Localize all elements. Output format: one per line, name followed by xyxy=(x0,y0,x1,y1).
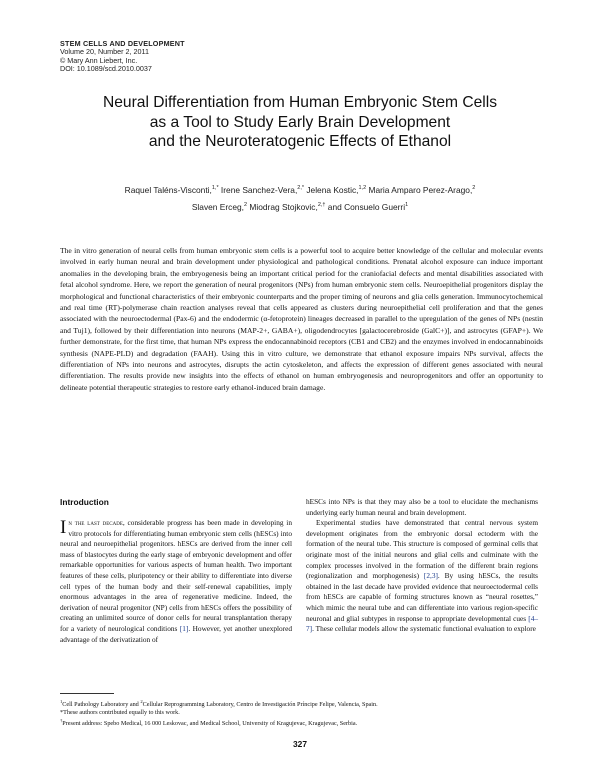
journal-copyright: © Mary Ann Liebert, Inc. xyxy=(60,55,138,65)
title-line: and the Neuroteratogenic Effects of Ethanol xyxy=(148,133,452,150)
citation-link[interactable]: [4–7] xyxy=(306,613,538,634)
journal-header xyxy=(60,40,185,74)
author-affiliation: 2 xyxy=(472,185,476,191)
title-line: Neural Differentiation from Human Embryonic Stem Cells xyxy=(102,94,498,111)
author-affiliation: 1 xyxy=(405,201,409,208)
footnote-marker: † xyxy=(60,717,63,723)
footnotes xyxy=(60,698,550,728)
footnote-present-address xyxy=(60,717,550,728)
paragraph-text: , considerable progress has been made in developing in vitro protocols for differentiating human embryonic stem cells (hESCs) into neural and neuroepithelial progenitors. hESCs are derived from the inner cell mass of blastocytes during the early stage of embryonic development and offer remarkable opportunities for various aspects of human health. Two important features of these cells, pluripotency or their ability to differentiate into diverse cell types of the human body and their self-renewal capabilities, imply enormous advantages in the area of regenerative medicine. Indeed, the derivation of neural progenitor (NP) cells from hESCs offers the possibility of creating an unlimited source of donor cells for neural transplantation therapy for a variety of neurological conditions xyxy=(60,518,292,633)
intro-paragraph xyxy=(60,518,292,645)
footnote-text: Cell Pathology Laboratory and xyxy=(62,701,141,709)
article-title xyxy=(40,93,560,152)
page-number: 327 xyxy=(293,739,307,749)
left-column xyxy=(60,497,292,645)
footnote-marker: 2 xyxy=(140,699,143,704)
author-name: Raquel Taléns-Visconti, xyxy=(124,184,212,195)
citation-link[interactable]: [2,3] xyxy=(423,571,438,581)
author-name: Irene Sanchez-Vera, xyxy=(220,184,298,195)
author-list xyxy=(60,181,540,215)
author-affiliation: 2,† xyxy=(317,201,326,208)
journal-volume: Volume 20, Number 2, 2011 xyxy=(60,47,149,57)
author-name: and Consuelo Guerri xyxy=(327,201,406,212)
intro-paragraph xyxy=(306,518,538,635)
drop-cap: I xyxy=(60,517,67,538)
footnote-text: Present address: Spebo Medical, 16 000 Leskovac, and Medical School, University of Kragujevac, Kragujevac, Serbia. xyxy=(62,719,358,727)
author-affiliation: 1,2 xyxy=(358,185,367,191)
footnote-affiliation xyxy=(60,698,550,709)
abstract: The in vitro generation of neural cells from human embryonic stem cells is a powerful tool to acquire better knowledge of the cellular and molecular events involved in early human neural and brain development under physiological and pathological conditions. Prenatal alcohol exposure can induce important anomalies in the developing brain, the embryogenesis being an important critical period for the craniofacial defects and mental disabilities associated with fetal alcohol syndrome. Here, we report the generation of neural progenitors (NPs) from human embryonic stem cells. Neuroepithelial progenitors display the morphological and functional characteristics of their embryonic counterparts and the proper timing of neurons and glia cells generation. Immunocytochemical and real time (RT)-polymerase chain reaction analyses reveal that cells appeared as clusters during neuroepithelial cell proliferation and that the genes associated with the neuroectodermal (Pax-6) and the endodermic (α-fetoprotein) lineages decreased in parallel to the upregulation of the genes of NPs (nestin and Tuj1), followed by their differentiation into neurons (MAP-2+, GABA+), oligodendrocytes [galactocerebroside (GalC+)], and astrocytes (GFAP+). We further demonstrate, for the first time, that human NPs express the endocannabinoid receptors (CB1 and CB2) and the enzymes involved in endocannabinoids synthesis (NAPE-PLD) and degradation (FAAH). Using this in vitro culture, we demonstrate that ethanol exposure impairs NPs survival, affects the differentiation of NPs into neurons and astrocytes, disrupts the actin cytoskeleton, and affects the expression of different genes associated with neural differentiation. The results provide new insights into the effects of ethanol on human embryogenesis and neuroprogenitors and offer an opportunity to delineate potential therapeutic strategies to restore early ethanol-induced brain damage. xyxy=(60,246,543,392)
citation-link[interactable]: [1] xyxy=(179,623,189,633)
footnote-equal-contribution: *These authors contributed equally to this work. xyxy=(60,708,180,716)
paragraph-text: . These cellular models allow the systematic functional evaluation to explore xyxy=(312,624,536,634)
footnote-rule xyxy=(60,693,114,694)
section-heading: Introduction xyxy=(60,497,109,507)
intro-paragraph: hESCs into NPs is that they may also be a tool to elucidate the mechanisms underlying early human neural and brain development. xyxy=(306,497,538,517)
footnote-text: Cellular Reprogramming Laboratory, Centro de Investigación Príncipe Felipe, Valencia, Spain. xyxy=(142,701,378,709)
author-affiliation: 2 xyxy=(243,201,248,208)
paragraph-text: . However, yet another unexplored advantage of the derivatization of xyxy=(60,623,292,644)
author-name: Maria Amparo Perez-Arago, xyxy=(368,184,473,195)
author-name: Miodrag Stojkovic, xyxy=(249,201,318,212)
author-name: Slaven Erceg, xyxy=(191,201,244,212)
lead-in: n the last decade xyxy=(68,518,123,527)
footnote-marker: 1 xyxy=(60,699,63,704)
author-name: Jelena Kostic, xyxy=(306,184,359,195)
journal-name: STEM CELLS AND DEVELOPMENT xyxy=(60,39,185,48)
right-column xyxy=(306,497,538,635)
journal-doi: DOI: 10.1089/scd.2010.0037 xyxy=(60,64,152,74)
author-affiliation: 2,* xyxy=(297,185,305,191)
title-line: as a Tool to Study Early Brain Development xyxy=(149,113,451,131)
author-affiliation: 1,* xyxy=(211,185,219,191)
paragraph-text: Experimental studies have demonstrated that central nervous system development originates from the embryonic dorsal ectoderm with the formation of the neural tube. This structure is composed of germinal cells that originate most of the initial neurons and glial cells and culminate with the complex processes involved in the formation of the different brain regions (regionalization and morphogenesis) xyxy=(306,518,538,581)
paragraph-text: . By using hESCs, the results obtained in the last decade have provided evidence that neuroectodermal cells from hESCs are capable of forming structures known as “neural rosettes,” which mimic the neural tube and can differentiate into various region-specific neuronal and glial subtypes in response to appropriate developmental cues xyxy=(306,571,539,623)
